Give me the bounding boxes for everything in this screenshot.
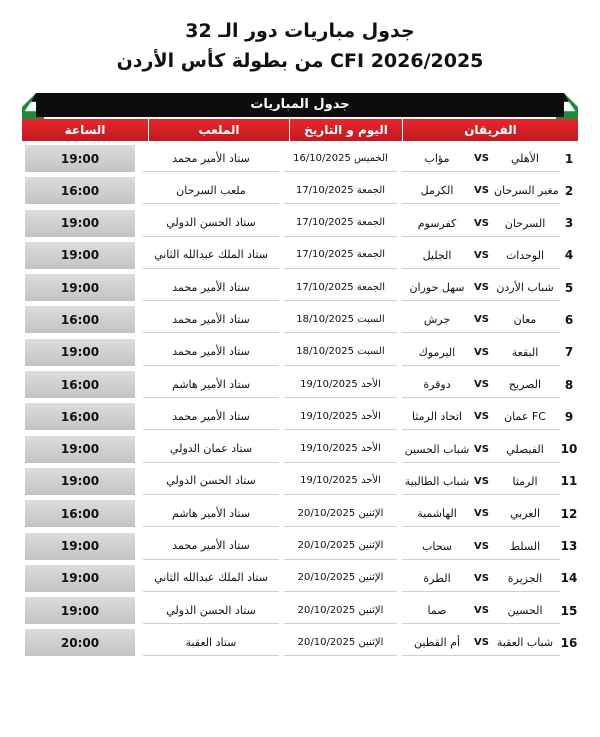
home-team: عمان FC <box>504 410 546 424</box>
table-row <box>22 629 578 656</box>
vs-label: VS <box>474 411 489 423</box>
match-teams <box>402 436 560 463</box>
match-venue: ستاد الأمير محمد <box>143 306 279 333</box>
match-venue: ستاد الأمير محمد <box>143 339 279 366</box>
match-number: 5 <box>564 280 574 295</box>
match-date: الخميس 16/10/2025 <box>284 145 397 172</box>
match-number: 2 <box>564 183 574 198</box>
match-venue: ستاد الملك عبدالله الثاني <box>143 565 279 592</box>
table-row <box>22 436 578 463</box>
match-teams <box>402 242 560 269</box>
header-venue: الملعب <box>148 119 289 141</box>
home-team: شباب الأردن <box>496 281 554 295</box>
match-number: 1 <box>564 151 574 166</box>
match-number: 7 <box>564 345 574 360</box>
home-team: العربي <box>509 507 540 521</box>
home-team: شباب العقبة <box>496 636 554 650</box>
vs-label: VS <box>474 572 489 584</box>
match-venue: ستاد عمان الدولي <box>143 436 279 463</box>
match-time: 19:00 <box>25 597 135 624</box>
away-team: الطرة <box>423 571 451 585</box>
away-team: الجليل <box>422 248 452 262</box>
home-team: السرحان <box>504 216 546 230</box>
match-venue: ستاد الأمير محمد <box>143 145 279 172</box>
table-header <box>22 119 578 141</box>
home-team: الأهلي <box>511 152 539 165</box>
away-team: اتحاد الرمثا <box>411 410 462 424</box>
match-venue: ستاد الملك عبدالله الثاني <box>143 242 279 269</box>
home-team: الجزيرة <box>507 571 543 585</box>
match-time: 19:00 <box>25 565 135 592</box>
match-date: الجمعة 17/10/2025 <box>284 274 397 301</box>
match-time: 16:00 <box>25 306 135 333</box>
away-team: سحاب <box>421 539 453 553</box>
table-row <box>22 242 578 269</box>
match-date: السبت 18/10/2025 <box>284 306 397 333</box>
match-time: 16:00 <box>25 403 135 430</box>
page-subtitle: من بطولة كأس الأردن CFI 2026/2025 <box>116 50 484 72</box>
table-row <box>22 371 578 398</box>
match-time: 19:00 <box>25 533 135 560</box>
away-team: شباب الطالبية <box>404 474 470 488</box>
vs-label: VS <box>474 475 489 487</box>
vs-label: VS <box>474 314 489 326</box>
header-time: الساعة <box>64 123 106 137</box>
table-row <box>22 468 578 495</box>
table-row <box>22 403 578 430</box>
home-team: مغير السرحان <box>494 184 559 198</box>
match-venue: ملعب السرحان <box>143 177 279 204</box>
away-team: الكرمل <box>420 184 454 198</box>
home-team: الحسين <box>507 604 543 618</box>
match-teams <box>402 177 560 204</box>
section-header: جدول المباريات <box>36 93 564 117</box>
away-team: جرش <box>423 313 451 327</box>
match-venue: ستاد الأمير محمد <box>143 403 279 430</box>
match-number: 11 <box>560 474 578 489</box>
header-date: اليوم و التاريخ <box>289 119 402 141</box>
match-teams <box>402 371 560 398</box>
match-venue: ستاد الأمير محمد <box>143 274 279 301</box>
match-number: 15 <box>560 603 578 618</box>
header-teams: الفريقان <box>402 119 578 141</box>
match-date: الجمعة 17/10/2025 <box>284 177 397 204</box>
match-number: 10 <box>560 442 578 457</box>
match-number: 16 <box>560 635 578 650</box>
match-teams <box>402 306 560 333</box>
home-team: البقعة <box>511 345 539 359</box>
match-number: 13 <box>560 539 578 554</box>
table-row <box>22 177 578 204</box>
away-team: شباب الحسين <box>404 442 470 456</box>
match-venue: ستاد الحسن الدولي <box>143 210 279 237</box>
match-teams <box>402 210 560 237</box>
match-teams <box>402 565 560 592</box>
match-time: 19:00 <box>25 339 135 366</box>
match-venue: ستاد الأمير هاشم <box>143 371 279 398</box>
match-date: الجمعة 17/10/2025 <box>284 242 397 269</box>
vs-label: VS <box>474 637 489 649</box>
match-teams <box>402 145 560 172</box>
match-venue: ستاد الأمير محمد <box>143 533 279 560</box>
away-team: مؤاب <box>424 152 450 165</box>
match-date: الأحد 19/10/2025 <box>284 371 397 398</box>
vs-label: VS <box>474 282 489 294</box>
match-teams <box>402 468 560 495</box>
page-title: جدول مباريات دور الـ 32 <box>185 20 415 42</box>
vs-label: VS <box>474 443 489 455</box>
vs-label: VS <box>474 508 489 520</box>
table-row <box>22 597 578 624</box>
match-teams <box>402 403 560 430</box>
table-row <box>22 210 578 237</box>
match-teams <box>402 339 560 366</box>
match-time: 19:00 <box>25 242 135 269</box>
match-time: 19:00 <box>25 210 135 237</box>
match-number: 6 <box>564 312 574 327</box>
table-row <box>22 306 578 333</box>
table-row <box>22 145 578 172</box>
match-date: الإثنين 20/10/2025 <box>284 500 397 527</box>
match-date: الأحد 19/10/2025 <box>284 436 397 463</box>
vs-label: VS <box>474 379 489 391</box>
match-venue: ستاد الأمير هاشم <box>143 500 279 527</box>
match-time: 19:00 <box>25 436 135 463</box>
away-team: اليرموك <box>418 345 456 359</box>
match-date: الأحد 19/10/2025 <box>284 403 397 430</box>
match-number: 14 <box>560 571 578 586</box>
match-number: 3 <box>564 216 574 231</box>
match-teams <box>402 597 560 624</box>
match-teams <box>402 274 560 301</box>
match-date: الأحد 19/10/2025 <box>284 468 397 495</box>
away-team: صما <box>427 604 447 618</box>
match-number: 4 <box>564 248 574 263</box>
match-date: الإثنين 20/10/2025 <box>284 597 397 624</box>
vs-label: VS <box>474 540 489 552</box>
match-time: 16:00 <box>25 371 135 398</box>
vs-label: VS <box>474 185 489 197</box>
match-date: السبت 18/10/2025 <box>284 339 397 366</box>
away-team: دوقرة <box>423 378 451 392</box>
home-team: الوحدات <box>505 248 545 262</box>
match-teams <box>402 629 560 656</box>
vs-label: VS <box>474 217 489 229</box>
vs-label: VS <box>474 249 489 261</box>
match-time: 19:00 <box>25 468 135 495</box>
match-time: 19:00 <box>25 274 135 301</box>
match-date: الجمعة 17/10/2025 <box>284 210 397 237</box>
match-time: 16:00 <box>25 500 135 527</box>
title-block <box>0 18 600 74</box>
table-row <box>22 500 578 527</box>
table-row <box>22 274 578 301</box>
home-team: معان <box>513 313 537 327</box>
match-time: 20:00 <box>25 629 135 656</box>
match-venue: ستاد العقبة <box>143 629 279 656</box>
away-team: الهاشمية <box>417 507 457 521</box>
away-team: سهل حوران <box>409 281 465 295</box>
match-date: الإثنين 20/10/2025 <box>284 565 397 592</box>
match-teams <box>402 500 560 527</box>
table-row <box>22 533 578 560</box>
match-number: 8 <box>564 377 574 392</box>
match-venue: ستاد الحسن الدولي <box>143 597 279 624</box>
home-team: الصريح <box>508 378 542 392</box>
table-row <box>22 565 578 592</box>
home-team: السلط <box>509 539 541 553</box>
match-date: الإثنين 20/10/2025 <box>284 629 397 656</box>
match-number: 9 <box>564 409 574 424</box>
vs-label: VS <box>474 346 489 358</box>
away-team: أم القطين <box>413 636 461 650</box>
match-time: 16:00 <box>25 177 135 204</box>
match-venue: ستاد الحسن الدولي <box>143 468 279 495</box>
home-team: الرمثا <box>512 474 538 488</box>
vs-label: VS <box>474 605 489 617</box>
match-teams <box>402 533 560 560</box>
home-team: الفيصلي <box>506 442 544 456</box>
match-date: الإثنين 20/10/2025 <box>284 533 397 560</box>
match-time: 19:00 <box>25 145 135 172</box>
matches-table <box>22 145 578 662</box>
match-number: 12 <box>560 506 578 521</box>
table-row <box>22 339 578 366</box>
away-team: كفرسوم <box>417 216 457 230</box>
vs-label: VS <box>474 153 489 164</box>
